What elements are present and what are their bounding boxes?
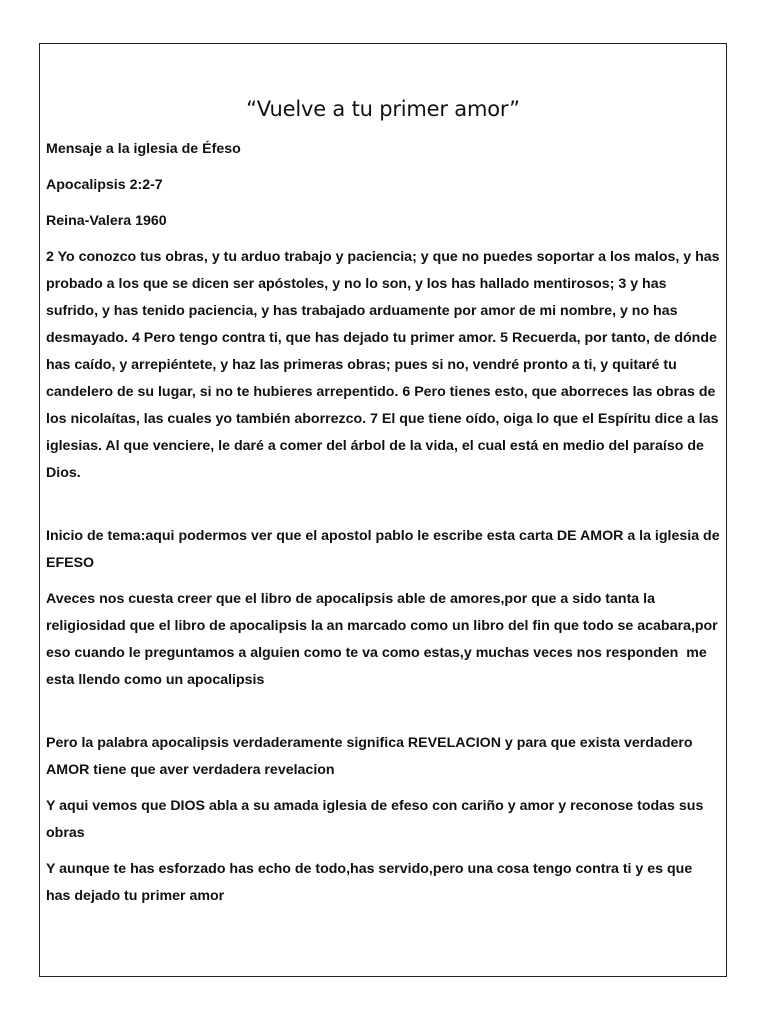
- body-paragraph-4: Y aunque te has esforzado has echo de todo,has servido,pero una cosa tengo contra ti y es que has dejado tu primer amor: [46, 861, 693, 904]
- scripture-reference: Apocalipsis 2:2-7: [46, 177, 163, 193]
- intro-paragraph: Inicio de tema:aqui podermos ver que el apostol pablo le escribe esta carta DE AMOR a la iglesia de EFESO: [46, 528, 724, 571]
- bible-version: Reina-Valera 1960: [46, 213, 167, 229]
- document-title: “Vuelve a tu primer amor”: [246, 97, 520, 121]
- document-page: [39, 43, 727, 977]
- scripture-text: 2 Yo conozco tus obras, y tu arduo trabajo y paciencia; y que no puedes soportar a los malos, y has probado a los que se dicen ser apóstoles, y no lo son, y los has hallado mentirosos; 3 y has sufrido, y has tenido paciencia, y has trabajado arduamente por amor de mi nombre, y no has desmayado. 4 Pero tengo contra ti, que has dejado tu primer amor. 5 Recuerda, por tanto, de dónde has caído, y arrepiéntete, y haz las primeras obras; pues si no, vendré pronto a ti, y quitaré tu candelero de su lugar, si no te hubieres arrepentido. 6 Pero tienes esto, que aborreces las obras de los nicolaítas, las cuales yo también aborrezco. 7 El que tiene oído, oiga lo que el Espíritu dice a las iglesias. Al que venciere, le daré a comer del árbol de la vida, el cual está en medio del paraíso de Dios.: [46, 249, 720, 481]
- body-paragraph-2: Pero la palabra apocalipsis verdaderamente significa REVELACION y para que exista verdadero AMOR tiene que aver verdadera revelacion: [46, 735, 693, 778]
- body-paragraph-3: Y aqui vemos que DIOS abla a su amada iglesia de efeso con cariño y amor y reconose todas sus obras: [46, 798, 704, 841]
- subtitle: Mensaje a la iglesia de Éfeso: [46, 141, 241, 157]
- body-paragraph-1: Aveces nos cuesta creer que el libro de apocalipsis able de amores,por que a sido tanta la religiosidad que el libro de apocalipsis la an marcado como un libro del fin que todo se acabara,por eso cuando le preguntamos a alguien como te va como estas,y muchas veces nos responden me esta llendo como un apocalipsis: [46, 591, 722, 688]
- document-body: [46, 136, 724, 910]
